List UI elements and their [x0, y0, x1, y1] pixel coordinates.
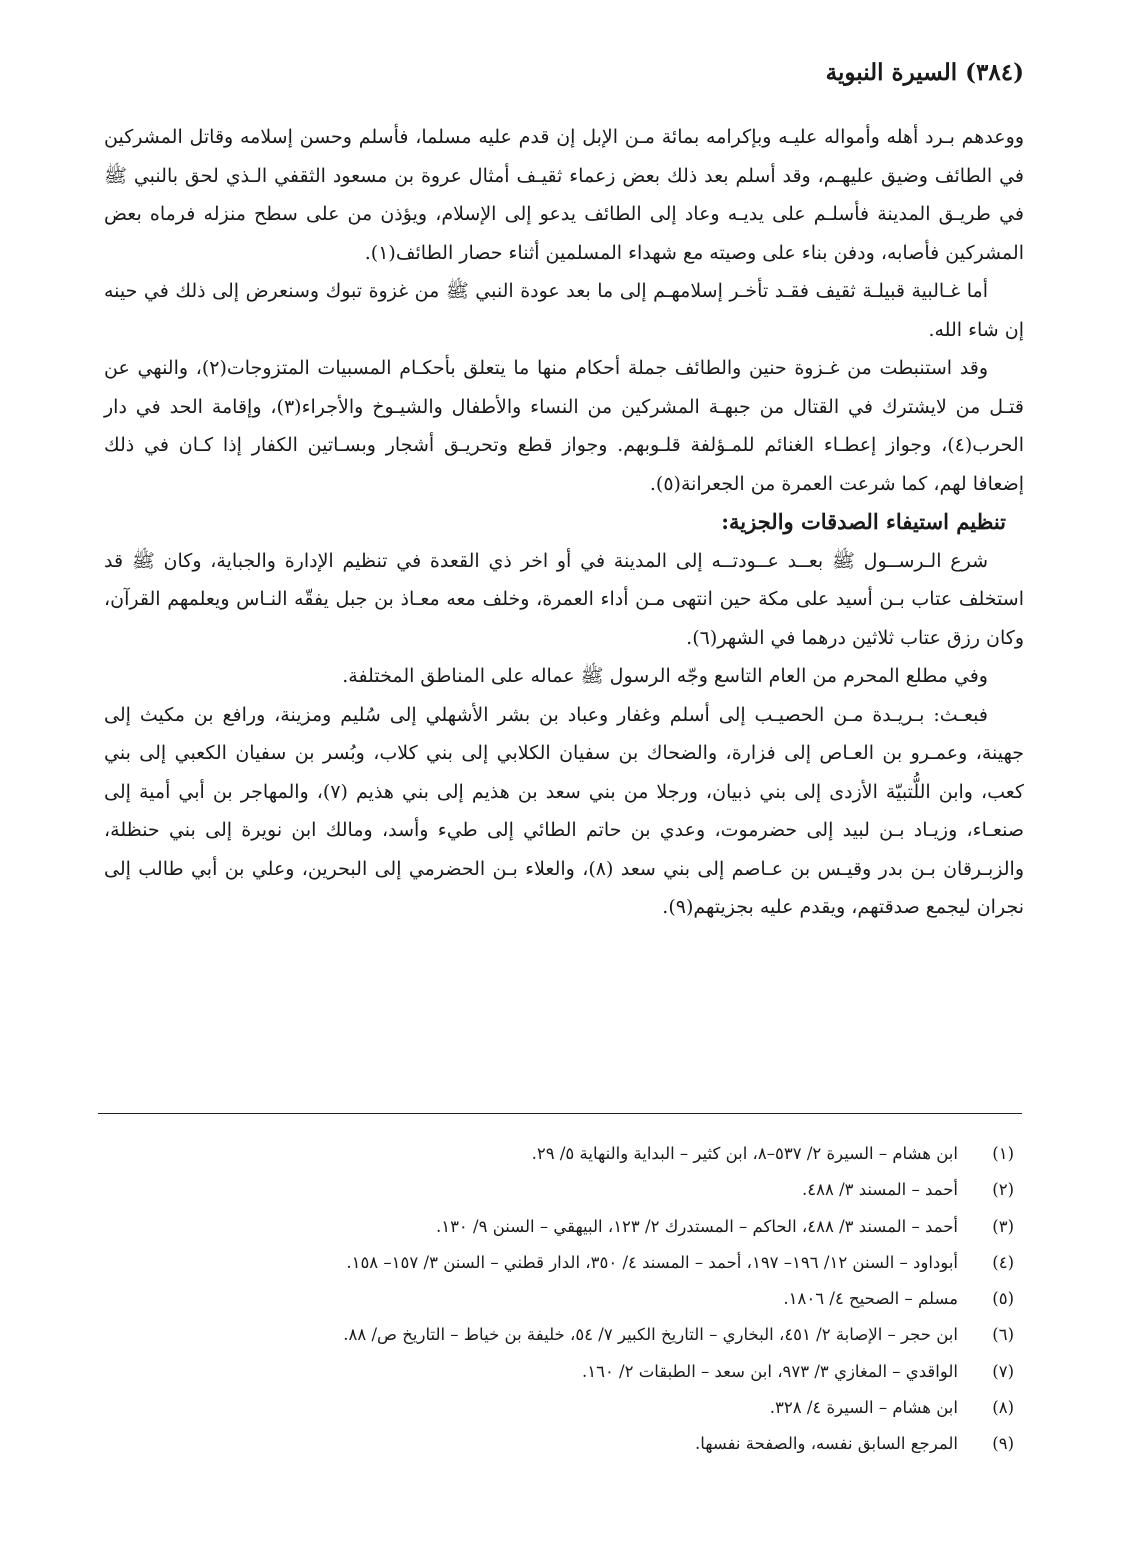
footnote-number: (٦)	[992, 1325, 1014, 1345]
paragraph-6: فبعـث: بـريـدة مـن الحصيـب إلى أسلم وغفار وعباد بن بشر الأشهلي إلى سُليم ومزينة، ورافع بن مكيث إلى جهينة، وعمـرو بن العـاص إلى فزارة، والضحاك بن سفيان الكلابي إلى بني كلاب، وبُسر بن سفيان الكعبي إلى بني كعب، وابن اللُّتبيّة الأزدى إلى بني ذبيان، ورجلا من بني سعد بن هذيم إلى بني هذيم (٧)، والمهاجر بن أبي أمية إلى صنعـاء، وزيـاد بـن لبيد إلى حضرموت، وعدي بن حاتم الطائي إلى طيء وأسد، ومالك ابن نويرة إلى بني حنظلة، والزبـرقان بـن بدر وقيـس بن عـاصم إلى بني سعد (٨)، والعلاء بـن الحضرمي إلى البحرين، وعلي بن أبي طالب إلى نجران ليجمع صدقتهم، ويقدم عليه بجزيتهم(٩).	[104, 703, 1025, 918]
footnote-number: (٨)	[992, 1398, 1014, 1418]
paragraph-5: وفي مطلع المحرم من العام التاسع وجّه الرسول ﷺ عماله على المناطق المختلفة.	[342, 665, 988, 687]
footnote-item	[194, 1209, 1014, 1245]
footnote-number: (٩)	[992, 1434, 1014, 1454]
footnote-item	[194, 1245, 1014, 1281]
paragraph-3: وقد استنبطت من غـزوة حنين والطائف جملة أحكام منها ما يتعلق بأحكـام المسبيات المتزوجات(٢)، والنهي عن قتـل من لايشترك في القتال من جبهـة المشركين من النساء والأطفال والشيـوخ والأجراء(٣)، وإقامة الحد في دار الحرب(٤)، وجواز إعطـاء الغنائم للمـؤلفة قلـوبهم. وجواز قطع وتحريـق أشجار وبسـاتين الكفار إذا كـان في ذلك إضعافا لهم، كما شرعت العمرة من الجعرانة(٥).	[104, 357, 1024, 495]
footnote-item	[194, 1317, 1014, 1353]
running-header: (٣٨٤) السيرة النبوية	[825, 59, 1024, 86]
footnote-item	[194, 1172, 1014, 1208]
footnote-text: أحمد – المسند ٣/ ٤٨٨، الحاكم – المستدرك ٢/ ١٢٣، البيهقي – السنن ٩/ ١٣٠.	[435, 1216, 958, 1236]
footnote-text: ابن هشام – السيرة ٤/ ٣٢٨.	[769, 1398, 958, 1418]
footnote-text: المرجع السابق نفسه، والصفحة نفسها.	[694, 1434, 958, 1454]
footnote-number: (٤)	[992, 1252, 1014, 1272]
footnote-text: أحمد – المسند ٣/ ٤٨٨.	[801, 1180, 958, 1200]
section-heading: تنظيم استيفاء الصدقات والجزية:	[721, 509, 1006, 534]
footnote-text: ابن حجر – الإصابة ٢/ ٤٥١، البخاري – التاريخ الكبير ٧/ ٥٤، خليفة بن خياط – التاريخ ص/ ٨٨.	[343, 1325, 958, 1345]
footnote-number: (٢)	[992, 1180, 1014, 1200]
footnote-item	[194, 1426, 1014, 1462]
footnote-separator	[98, 1113, 1022, 1114]
footnotes	[194, 1136, 1014, 1463]
footnote-item	[194, 1390, 1014, 1426]
footnote-text: الواقدي – المغازي ٣/ ٩٧٣، ابن سعد – الطبقات ٢/ ١٦٠.	[581, 1361, 958, 1381]
footnote-item	[194, 1281, 1014, 1317]
footnote-item	[194, 1136, 1014, 1172]
footnote-number: (١)	[992, 1144, 1014, 1163]
footnote-text: ابن هشام – السيرة ٢/ ٥٣٧–٨، ابن كثير – البداية والنهاية ٥/ ٢٩.	[531, 1144, 958, 1163]
paragraph-4: شرع الـرســول ﷺ بعــد عــودتــه إلى المدينة في أو اخر ذي القعدة في تنظيم الإدارة والجباية، وكان ﷺ قد استخلف عتاب بـن أسيد على مكة حين انتهى مـن أداء العمرة، وخلف معه معـاذ بن جبل يفقّه النـاس ويعلمهم القرآن، وكان رزق عتاب ثلاثين درهما في الشهر(٦).	[104, 549, 1024, 649]
footnote-number: (٧)	[992, 1361, 1014, 1381]
footnote-item	[194, 1354, 1014, 1390]
footnote-number: (٥)	[992, 1289, 1014, 1309]
footnote-text: أبوداود – السنن ١٢/ ١٩٦– ١٩٧، أحمد – المسند ٤/ ٣٥٠، الدار قطني – السنن ٣/ ١٥٧– ١٥٨.	[346, 1252, 958, 1272]
footnote-number: (٣)	[992, 1216, 1014, 1236]
paragraph-2: أما غـالبية قبيلـة ثقيف فقـد تأخـر إسلامهـم إلى ما بعد عودة النبي ﷺ من غزوة تبوك وسنعرض إلى ذلك في حينه إن شاء الله.	[104, 280, 1024, 341]
main-text	[104, 118, 1024, 927]
paragraph-1: ووعدهم بـرد أهله وأمواله عليـه وبإكرامه بمائة مـن الإبل إن قدم عليه مسلما، فأسلم وحسن إسلامه وقاتل المشركين في الطائف وضيق عليهـم، وقد أسلم بعد ذلك بعض زعماء ثقيـف أمثال عروة بن مسعود الثقفي الـذي لحق بالنبي ﷺ في طريـق المدينة فأسلـم على يديـه وعاد إلى الطائف يدعو إلى الإسلام، ويؤذن من على سطح منزله فرماه بعض المشركين فأصابه، ودفن بناء على وصيته مع شهداء المسلمين أثناء حصار الطائف(١).	[104, 126, 1024, 264]
footnote-text: مسلم – الصحيح ٤/ ١٨٠٦.	[783, 1289, 958, 1309]
